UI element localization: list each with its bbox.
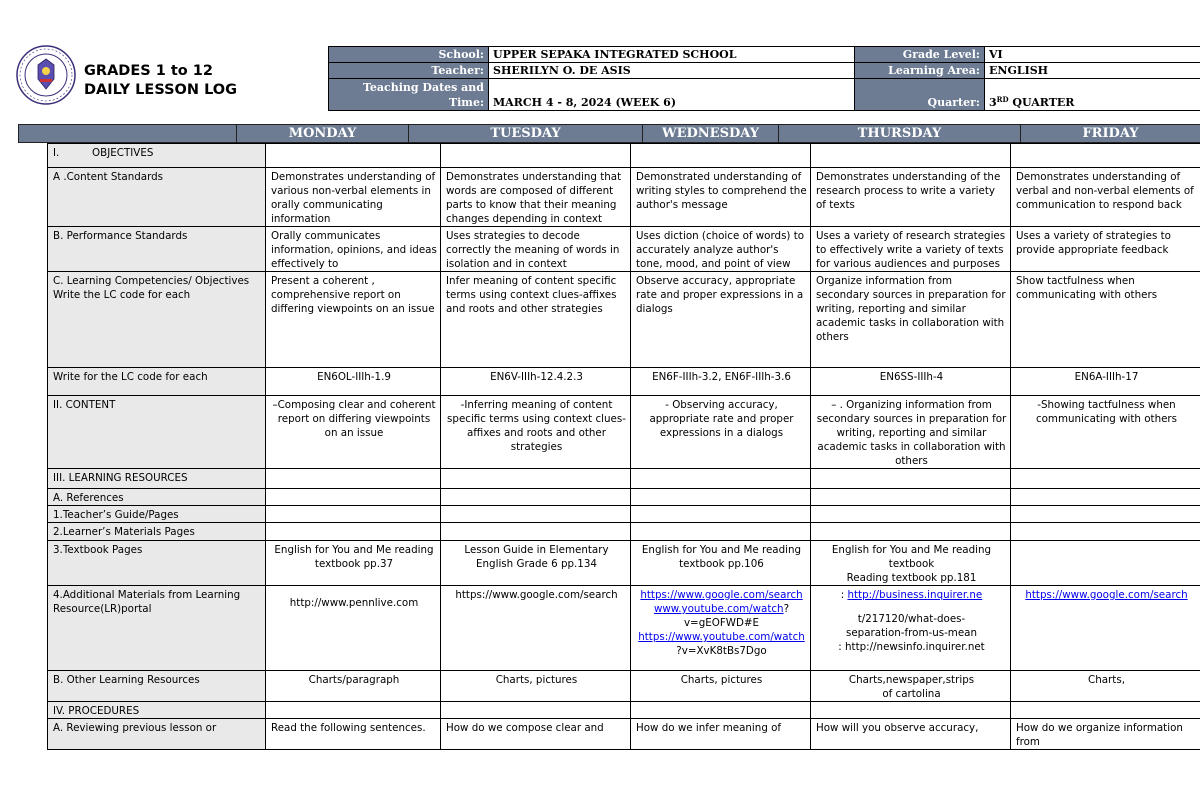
references-label: A. References [48,489,266,506]
table-cell: Uses diction (choice of words) to accurately analyze author's tone, mood, and point of view [631,227,811,272]
title-grades: GRADES 1 to 12 [84,63,213,79]
youtube-link[interactable]: www.youtube.com/watch [653,603,784,615]
table-row [48,272,1200,368]
procedures-label: IV. PROCEDURES [48,702,266,719]
grade-label: Grade Level: [855,47,985,63]
lc-code-cell: EN6SS-IIIh-4 [811,368,1011,396]
table-cell: –Composing clear and coherent report on differing viewpoints on an issue [266,396,441,469]
quarter-label: Quarter: [855,79,985,111]
table-cell: Present a coherent , comprehensive report on differing viewpoints on an issue [266,272,441,368]
textbook-pages-label: 3.Textbook Pages [48,541,266,586]
table-cell: Organize information from secondary sources in preparation for writing, reporting and similar academic tasks in collaboration with others [811,272,1011,368]
inquirer-link[interactable]: http://business.inquirer.ne [847,589,983,601]
performance-standards-label: B. Performance Standards [48,227,266,272]
table-cell: Observe accuracy, appropriate rate and proper expressions in a dialogs [631,272,811,368]
table-cell: -Inferring meaning of content specific terms using context clues-affixes and roots and other strategies [441,396,631,469]
lc-code-label: Write for the LC code for each [48,368,266,396]
table-row [48,368,1200,396]
school-value: UPPER SEPAKA INTEGRATED SCHOOL [489,47,855,63]
table-cell: - Observing accuracy, appropriate rate and proper expressions in a dialogs [631,396,811,469]
area-label: Learning Area: [855,63,985,79]
table-cell: – . Organizing information from secondary sources in preparation for writing, reporting and similar academic tasks in collaboration with others [811,396,1011,469]
table-cell: : http://business.inquirer.ne t/217120/what-does- separation-from-us-mean : http://newsinfo.inquirer.net [811,586,1011,671]
lc-code-cell: EN6OL-IIIh-1.9 [266,368,441,396]
table-cell: Show tactfulness when communicating with others [1011,272,1200,368]
lc-code-cell: EN6F-IIIh-3.2, EN6F-IIIh-3.6 [631,368,811,396]
lesson-table [47,143,1200,750]
table-cell: Orally communicates information, opinions, and ideas effectively to [266,227,441,272]
table-cell: Infer meaning of content specific terms using context clues-affixes and roots and other strategies [441,272,631,368]
table-row [48,702,1200,719]
table-row [48,168,1200,227]
table-cell [1011,541,1200,586]
google-link[interactable]: https://www.google.com/search [640,589,803,601]
content-standards-label: A .Content Standards [48,168,266,227]
day-header-blank [19,125,237,143]
table-cell [1011,586,1200,671]
quarter-value: 3RD QUARTER [985,79,1200,111]
table-row [48,396,1200,469]
teacher-label: Teacher: [329,63,489,79]
table-cell: Demonstrates understanding of verbal and non-verbal elements of communication to respond back [1011,168,1200,227]
other-resources-label: B. Other Learning Resources [48,671,266,702]
table-row [48,469,1200,489]
table-row [48,586,1200,671]
table-cell: English for You and Me reading textbook pp.106 [631,541,811,586]
table-cell: Charts, pictures [631,671,811,702]
youtube-link[interactable]: https://www.youtube.com/watch [638,631,805,643]
table-cell: How will you observe accuracy, [811,719,1011,750]
day-thursday: THURSDAY [779,125,1021,143]
day-monday: MONDAY [237,125,409,143]
table-row [48,541,1200,586]
table-cell: How do we compose clear and [441,719,631,750]
day-wednesday: WEDNESDAY [643,125,779,143]
table-cell: http://www.pennlive.com [266,586,441,671]
google-link[interactable]: https://www.google.com/search [1025,589,1188,601]
table-cell: Charts, [1011,671,1200,702]
table-cell: Demonstrates understanding of various non-verbal elements in orally communicating information [266,168,441,227]
teachers-guide-label: 1.Teacher’s Guide/Pages [48,506,266,523]
content-label: II. CONTENT [48,396,266,469]
additional-materials-label: 4.Additional Materials from Learning Resource(LR)portal [48,586,266,671]
table-cell: English for You and Me reading textbook Reading textbook pp.181 [811,541,1011,586]
table-cell: Uses a variety of research strategies to effectively write a variety of texts for various audiences and purposes [811,227,1011,272]
deped-seal-icon [16,45,76,105]
table-cell: Charts,newspaper,strips of cartolina [811,671,1011,702]
table-cell: Lesson Guide in Elementary English Grade 6 pp.134 [441,541,631,586]
table-cell: Demonstrated understanding of writing styles to comprehend the author's message [631,168,811,227]
table-cell: Demonstrates understanding that words are composed of different parts to know that their meaning changes depending in context [441,168,631,227]
table-cell: How do we infer meaning of [631,719,811,750]
table-cell: Demonstrates understanding of the research process to write a variety of texts [811,168,1011,227]
day-friday: FRIDAY [1021,125,1200,143]
table-row [48,144,1200,168]
day-header-bar [18,124,1200,143]
day-tuesday: TUESDAY [409,125,643,143]
table-cell: Charts, pictures [441,671,631,702]
table-cell: Read the following sentences. [266,719,441,750]
competencies-label: C. Learning Competencies/ Objectives Write the LC code for each [48,272,266,368]
table-cell: https://www.google.com/search [441,586,631,671]
lc-code-cell: EN6A-IIIh-17 [1011,368,1200,396]
teacher-value: SHERILYN O. DE ASIS [489,63,855,79]
objectives-heading: I. OBJECTIVES [48,144,266,168]
learning-resources-label: III. LEARNING RESOURCES [48,469,266,489]
area-value: ENGLISH [985,63,1200,79]
table-cell: Charts/paragraph [266,671,441,702]
title-daily-lesson-log: DAILY LESSON LOG [84,82,238,98]
table-row [48,227,1200,272]
table-cell: https://www.google.com/search www.youtube.com/watch? v=gEOFWD#E https://www.youtube.com/watch ?v=XvK8tBs7Dgo [631,586,811,671]
grade-value: VI [985,47,1200,63]
table-row [48,523,1200,541]
table-row [48,489,1200,506]
table-cell: -Showing tactfulness when communicating with others [1011,396,1200,469]
table-cell: How do we organize information from [1011,719,1200,750]
table-cell: Uses strategies to decode correctly the meaning of words in isolation and in context [441,227,631,272]
reviewing-label: A. Reviewing previous lesson or [48,719,266,750]
dates-value: MARCH 4 - 8, 2024 (WEEK 6) [489,79,855,111]
table-row [48,506,1200,523]
school-label: School: [329,47,489,63]
learners-materials-label: 2.Learner’s Materials Pages [48,523,266,541]
lc-code-cell: EN6V-IIIh-12.4.2.3 [441,368,631,396]
header-info-table [328,46,1200,111]
table-cell: Uses a variety of strategies to provide appropriate feedback [1011,227,1200,272]
table-row [48,671,1200,702]
table-cell: English for You and Me reading textbook pp.37 [266,541,441,586]
dates-label: Teaching Dates and Time: [329,79,489,111]
table-row [48,719,1200,750]
